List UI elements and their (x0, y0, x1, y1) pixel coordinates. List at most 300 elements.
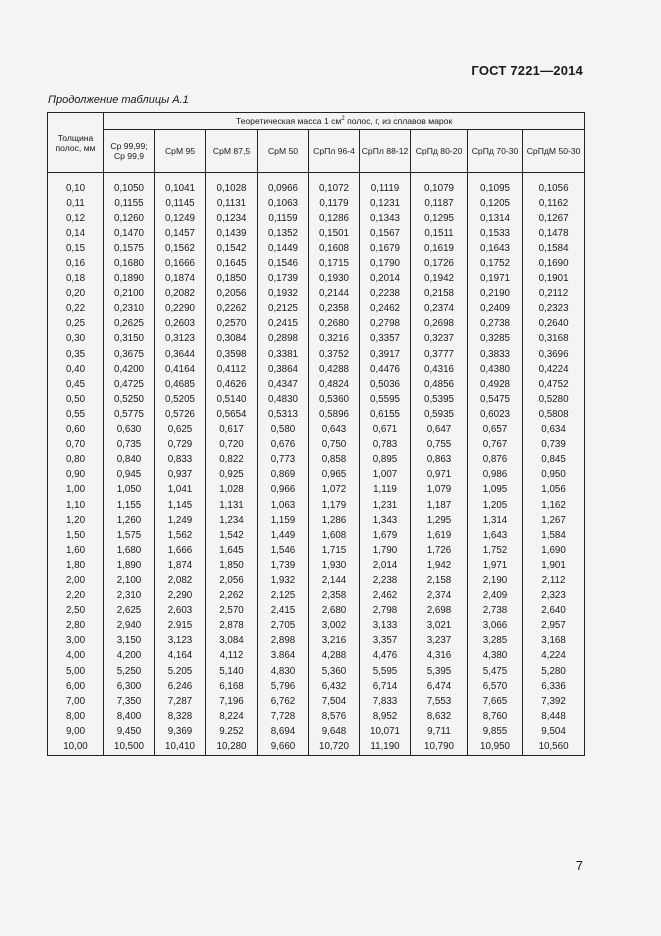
mass-cell: 2,374 (411, 589, 468, 604)
thickness-cell: 0,25 (48, 317, 104, 332)
mass-cell: 0,1449 (258, 241, 309, 256)
thickness-cell: 0,15 (48, 241, 104, 256)
mass-cell: 3,168 (523, 634, 585, 649)
alloy-header: СрПл 96-4 (309, 130, 360, 173)
table-row (48, 513, 585, 528)
mass-cell: 0,863 (411, 453, 468, 468)
thickness-cell: 1,80 (48, 558, 104, 573)
mass-cell: 1,050 (104, 483, 155, 498)
mass-cell: 0,1056 (523, 181, 585, 196)
mass-cell: 1,131 (206, 498, 258, 513)
mass-cell: 0,3216 (309, 332, 360, 347)
mass-cell: 2,680 (309, 604, 360, 619)
mass-cell: 0,2415 (258, 317, 309, 332)
mass-cell: 1,179 (309, 498, 360, 513)
table-row (48, 392, 585, 407)
mass-cell: 0,822 (206, 453, 258, 468)
mass-cell: 0,1850 (206, 272, 258, 287)
mass-cell: 0,5935 (411, 407, 468, 422)
mass-cell: 1,155 (104, 498, 155, 513)
mass-cell: 2,238 (360, 573, 411, 588)
alloy-header: Ср 99,99; Ср 99,9 (104, 130, 155, 173)
mass-cell: 0,2898 (258, 332, 309, 347)
mass-cell: 3,237 (411, 634, 468, 649)
mass-cell: 0,3084 (206, 332, 258, 347)
mass-cell: 2,898 (258, 634, 309, 649)
mass-cell: 2,358 (309, 589, 360, 604)
mass-cell: 3,021 (411, 619, 468, 634)
mass-cell: 0,739 (523, 438, 585, 453)
mass-cell: 10,950 (468, 739, 523, 755)
mass-cell: 1,890 (104, 558, 155, 573)
mass-cell: 1,159 (258, 513, 309, 528)
mass-cell: 0,4856 (411, 377, 468, 392)
alloy-header: СрМ 95 (155, 130, 206, 173)
mass-cell: 0,1901 (523, 272, 585, 287)
mass-cell: 1,079 (411, 483, 468, 498)
table-row (48, 589, 585, 604)
mass-cell: 0,2738 (468, 317, 523, 332)
mass-cell: 0,3833 (468, 347, 523, 362)
mass-cell: 0,2409 (468, 302, 523, 317)
mass-cell: 2,698 (411, 604, 468, 619)
mass-cell: 1,286 (309, 513, 360, 528)
alloy-header: СрМ 50 (258, 130, 309, 173)
mass-cell: 0,5775 (104, 407, 155, 422)
mass-cell: 9,450 (104, 724, 155, 739)
mass-cell: 10,071 (360, 724, 411, 739)
mass-cell: 1,056 (523, 483, 585, 498)
mass-cell: 1,562 (155, 528, 206, 543)
mass-cell: 0,1542 (206, 241, 258, 256)
mass-cell: 1,145 (155, 498, 206, 513)
mass-cell: 0,2112 (523, 287, 585, 302)
mass-cell: 0,4752 (523, 377, 585, 392)
mass-cell: 0,671 (360, 423, 411, 438)
table-row (48, 196, 585, 211)
mass-table (47, 112, 585, 756)
mass-cell: 0,2190 (468, 287, 523, 302)
mass-cell: 0,1249 (155, 211, 206, 226)
mass-cell: 0,1231 (360, 196, 411, 211)
mass-cell: 0,2323 (523, 302, 585, 317)
mass-cell: 1,095 (468, 483, 523, 498)
table-row (48, 302, 585, 317)
mass-cell: 0,1890 (104, 272, 155, 287)
thickness-cell: 1,20 (48, 513, 104, 528)
mass-cell: 1,752 (468, 543, 523, 558)
mass-cell: 5,475 (468, 664, 523, 679)
thickness-cell: 1,60 (48, 543, 104, 558)
mass-cell: 0,1131 (206, 196, 258, 211)
thickness-cell: 0,22 (48, 302, 104, 317)
table-row (48, 498, 585, 513)
mass-cell: 1,645 (206, 543, 258, 558)
mass-cell: 0,1343 (360, 211, 411, 226)
thickness-cell: 1,10 (48, 498, 104, 513)
mass-cell: 2,144 (309, 573, 360, 588)
thickness-cell: 2,20 (48, 589, 104, 604)
mass-cell: 0,4928 (468, 377, 523, 392)
mass-cell: 0,3123 (155, 332, 206, 347)
mass-cell: 8,760 (468, 709, 523, 724)
mass-cell: 0,1680 (104, 256, 155, 271)
mass-cell: 0,2082 (155, 287, 206, 302)
mass-cell: 10,790 (411, 739, 468, 755)
mass-cell: 0,676 (258, 438, 309, 453)
mass-cell: 2,798 (360, 604, 411, 619)
mass-cell: 1,314 (468, 513, 523, 528)
mass-cell: 0,2358 (309, 302, 360, 317)
mass-cell: 0,3752 (309, 347, 360, 362)
mass-cell: 11,190 (360, 739, 411, 755)
mass-cell: 0,750 (309, 438, 360, 453)
table-row (48, 362, 585, 377)
mass-cell: 0,3777 (411, 347, 468, 362)
mass-cell: 8,952 (360, 709, 411, 724)
mass-cell: 0,729 (155, 438, 206, 453)
mass-cell: 0,2100 (104, 287, 155, 302)
mass-cell: 2,290 (155, 589, 206, 604)
mass-cell: 7,728 (258, 709, 309, 724)
mass-cell: 1,850 (206, 558, 258, 573)
mass-cell: 0,1028 (206, 181, 258, 196)
mass-cell: 0,2570 (206, 317, 258, 332)
mass-cell: 0,1752 (468, 256, 523, 271)
mass-cell: 1,930 (309, 558, 360, 573)
mass-cell: 0,3644 (155, 347, 206, 362)
mass-cell: 0,4380 (468, 362, 523, 377)
mass-cell: 3,285 (468, 634, 523, 649)
mass-cell: 0,1159 (258, 211, 309, 226)
mass-cell: 6.246 (155, 679, 206, 694)
mass-cell: 0,5313 (258, 407, 309, 422)
mass-cell: 7,287 (155, 694, 206, 709)
mass-cell: 0,5726 (155, 407, 206, 422)
thickness-cell: 0,10 (48, 181, 104, 196)
thickness-cell: 0,55 (48, 407, 104, 422)
mass-cell: 0,5595 (360, 392, 411, 407)
mass-cell: 1,739 (258, 558, 309, 573)
table-row (48, 453, 585, 468)
mass-cell: 10,560 (523, 739, 585, 755)
mass-cell: 2,462 (360, 589, 411, 604)
mass-cell: 1,267 (523, 513, 585, 528)
mass-cell: 0,1352 (258, 226, 309, 241)
mass-cell: 10,410 (155, 739, 206, 755)
mass-cell: 2,570 (206, 604, 258, 619)
alloy-header-row (48, 130, 585, 173)
table-row (48, 438, 585, 453)
mass-cell: 0,1050 (104, 181, 155, 196)
mass-cell: 0,2158 (411, 287, 468, 302)
mass-cell: 3,066 (468, 619, 523, 634)
mass-cell: 0,1041 (155, 181, 206, 196)
table-row (48, 226, 585, 241)
mass-cell: 7,350 (104, 694, 155, 709)
mass-cell: 1,619 (411, 528, 468, 543)
thickness-cell: 3,00 (48, 634, 104, 649)
thickness-cell: 0,50 (48, 392, 104, 407)
mass-cell: 0,1690 (523, 256, 585, 271)
mass-cell: 8,448 (523, 709, 585, 724)
mass-cell: 1,260 (104, 513, 155, 528)
mass-cell: 9,369 (155, 724, 206, 739)
mass-cell: 1,971 (468, 558, 523, 573)
mass-cell: 2,112 (523, 573, 585, 588)
mass-cell: 0,625 (155, 423, 206, 438)
mass-cell: 0,1533 (468, 226, 523, 241)
mass-cell: 10,500 (104, 739, 155, 755)
mass-cell: 2,878 (206, 619, 258, 634)
group-header (104, 113, 585, 130)
mass-cell: 0,1234 (206, 211, 258, 226)
thickness-cell: 2,80 (48, 619, 104, 634)
thickness-cell: 0,90 (48, 468, 104, 483)
mass-cell: 0,1575 (104, 241, 155, 256)
mass-cell: 0,1478 (523, 226, 585, 241)
table-row (48, 423, 585, 438)
alloy-header: СрПд 80-20 (411, 130, 468, 173)
mass-cell: 3.864 (258, 649, 309, 664)
mass-cell: 1,205 (468, 498, 523, 513)
thickness-cell: 2,00 (48, 573, 104, 588)
mass-cell: 0,1930 (309, 272, 360, 287)
mass-cell: 0,1063 (258, 196, 309, 211)
mass-cell: 0,4112 (206, 362, 258, 377)
mass-cell: 0,5395 (411, 392, 468, 407)
mass-cell: 1,608 (309, 528, 360, 543)
mass-cell: 0,3168 (523, 332, 585, 347)
table-row (48, 573, 585, 588)
mass-cell: 1,231 (360, 498, 411, 513)
mass-cell: 0,2310 (104, 302, 155, 317)
table-row (48, 407, 585, 422)
mass-cell: 0,4685 (155, 377, 206, 392)
thickness-cell: 1,50 (48, 528, 104, 543)
mass-cell: 8,400 (104, 709, 155, 724)
mass-cell: 0,1501 (309, 226, 360, 241)
mass-cell: 1,234 (206, 513, 258, 528)
mass-cell: 3,084 (206, 634, 258, 649)
mass-cell: 0,1584 (523, 241, 585, 256)
mass-cell: 8,576 (309, 709, 360, 724)
table-row (48, 317, 585, 332)
mass-cell: 1,063 (258, 498, 309, 513)
mass-cell: 1,187 (411, 498, 468, 513)
table-row (48, 347, 585, 362)
mass-cell: 0,1095 (468, 181, 523, 196)
mass-cell: 0,2625 (104, 317, 155, 332)
mass-cell: 2,190 (468, 573, 523, 588)
mass-cell: 0,4476 (360, 362, 411, 377)
mass-cell: 0,3237 (411, 332, 468, 347)
mass-cell: 6,570 (468, 679, 523, 694)
mass-cell: 0,1205 (468, 196, 523, 211)
mass-cell: 0,580 (258, 423, 309, 438)
mass-cell: 7,665 (468, 694, 523, 709)
mass-cell: 1,942 (411, 558, 468, 573)
thickness-cell: 0,40 (48, 362, 104, 377)
mass-cell: 5,595 (360, 664, 411, 679)
mass-cell: 0,945 (104, 468, 155, 483)
mass-cell: 0,1314 (468, 211, 523, 226)
thickness-cell: 4,00 (48, 649, 104, 664)
mass-cell: 2,158 (411, 573, 468, 588)
mass-cell: 0,4200 (104, 362, 155, 377)
mass-cell: 1,874 (155, 558, 206, 573)
mass-cell: 4,164 (155, 649, 206, 664)
mass-cell: 2,262 (206, 589, 258, 604)
mass-cell: 3,357 (360, 634, 411, 649)
alloy-header: СрПл 88-12 (360, 130, 411, 173)
mass-cell: 1,028 (206, 483, 258, 498)
thickness-cell: 0,45 (48, 377, 104, 392)
mass-cell: 0,2798 (360, 317, 411, 332)
mass-cell: 1,546 (258, 543, 309, 558)
mass-cell: 4,112 (206, 649, 258, 664)
page-number: 7 (575, 858, 583, 873)
mass-cell: 0,1971 (468, 272, 523, 287)
mass-cell: 1,343 (360, 513, 411, 528)
mass-cell: 0,1439 (206, 226, 258, 241)
mass-cell: 1,249 (155, 513, 206, 528)
thickness-cell: 0,30 (48, 332, 104, 347)
mass-cell: 5,395 (411, 664, 468, 679)
spacer-row (48, 173, 585, 182)
mass-cell: 0,720 (206, 438, 258, 453)
mass-cell: 8,694 (258, 724, 309, 739)
table-row (48, 724, 585, 739)
mass-cell: 0,4725 (104, 377, 155, 392)
mass-cell: 0,925 (206, 468, 258, 483)
mass-cell: 0,617 (206, 423, 258, 438)
mass-cell: 1,584 (523, 528, 585, 543)
mass-cell: 0,1072 (309, 181, 360, 196)
mass-cell: 2,603 (155, 604, 206, 619)
mass-cell: 0,2262 (206, 302, 258, 317)
mass-cell: 1,072 (309, 483, 360, 498)
mass-cell: 0,1567 (360, 226, 411, 241)
mass-cell: 0,5140 (206, 392, 258, 407)
mass-cell: 0,4224 (523, 362, 585, 377)
mass-cell: 0,840 (104, 453, 155, 468)
mass-cell: 6,336 (523, 679, 585, 694)
thickness-cell: 0,11 (48, 196, 104, 211)
mass-cell: 1,162 (523, 498, 585, 513)
mass-cell: 0,1942 (411, 272, 468, 287)
mass-cell: 0,657 (468, 423, 523, 438)
mass-cell: 0,5205 (155, 392, 206, 407)
thickness-cell: 1,00 (48, 483, 104, 498)
mass-cell: 0,1562 (155, 241, 206, 256)
mass-cell: 1,007 (360, 468, 411, 483)
mass-cell: 0,2680 (309, 317, 360, 332)
mass-cell: 0,5036 (360, 377, 411, 392)
table-row (48, 664, 585, 679)
mass-cell: 9.252 (206, 724, 258, 739)
mass-cell: 0,2238 (360, 287, 411, 302)
mass-cell: 6,300 (104, 679, 155, 694)
mass-cell: 2,125 (258, 589, 309, 604)
thickness-cell: 2,50 (48, 604, 104, 619)
alloy-header: СрПд 70-30 (468, 130, 523, 173)
mass-cell: 1,575 (104, 528, 155, 543)
mass-cell: 0,5280 (523, 392, 585, 407)
table-row (48, 679, 585, 694)
group-header-text: Теоретическая масса 1 см (235, 116, 342, 126)
mass-cell: 0,4288 (309, 362, 360, 377)
mass-cell: 0,630 (104, 423, 155, 438)
mass-cell: 0,937 (155, 468, 206, 483)
mass-cell: 2,409 (468, 589, 523, 604)
mass-cell: 0,1187 (411, 196, 468, 211)
mass-cell: 0,5654 (206, 407, 258, 422)
thickness-cell: 0,70 (48, 438, 104, 453)
mass-cell: 4,316 (411, 649, 468, 664)
mass-cell: 0,5808 (523, 407, 585, 422)
mass-cell: 2,415 (258, 604, 309, 619)
mass-cell: 2,957 (523, 619, 585, 634)
mass-cell: 2,640 (523, 604, 585, 619)
mass-cell: 0,4164 (155, 362, 206, 377)
thickness-cell: 7,00 (48, 694, 104, 709)
mass-cell: 9,711 (411, 724, 468, 739)
mass-cell: 2,014 (360, 558, 411, 573)
mass-cell: 0,3864 (258, 362, 309, 377)
mass-cell: 1,449 (258, 528, 309, 543)
mass-cell: 1,295 (411, 513, 468, 528)
mass-cell: 0,2290 (155, 302, 206, 317)
mass-cell: 0,1643 (468, 241, 523, 256)
mass-cell: 4,476 (360, 649, 411, 664)
mass-cell: 1,119 (360, 483, 411, 498)
table-row (48, 649, 585, 664)
table-row (48, 241, 585, 256)
mass-cell: 4,830 (258, 664, 309, 679)
mass-cell: 0,1179 (309, 196, 360, 211)
mass-cell: 0,1726 (411, 256, 468, 271)
table-row (48, 483, 585, 498)
mass-cell: 5.205 (155, 664, 206, 679)
mass-cell: 0,5475 (468, 392, 523, 407)
table-body (48, 173, 585, 756)
mass-cell: 0,4830 (258, 392, 309, 407)
mass-cell: 1,666 (155, 543, 206, 558)
mass-cell: 0,1932 (258, 287, 309, 302)
alloy-header: СрПдМ 50-30 (523, 130, 585, 173)
mass-cell: 8,224 (206, 709, 258, 724)
mass-cell: 0,1162 (523, 196, 585, 211)
mass-cell: 0,755 (411, 438, 468, 453)
table-row (48, 272, 585, 287)
table-caption: Продолжение таблицы А.1 (48, 94, 189, 106)
mass-cell: 0,643 (309, 423, 360, 438)
mass-cell: 2,056 (206, 573, 258, 588)
mass-cell: 4,380 (468, 649, 523, 664)
thickness-cell: 0,60 (48, 423, 104, 438)
mass-cell: 0,1546 (258, 256, 309, 271)
mass-cell: 5,140 (206, 664, 258, 679)
mass-cell: 0,1511 (411, 226, 468, 241)
mass-cell: 0,1119 (360, 181, 411, 196)
mass-cell: 0,1679 (360, 241, 411, 256)
mass-cell: 7,504 (309, 694, 360, 709)
mass-cell: 0,4626 (206, 377, 258, 392)
mass-cell: 0,2056 (206, 287, 258, 302)
mass-cell: 3,123 (155, 634, 206, 649)
thickness-cell: 5,00 (48, 664, 104, 679)
